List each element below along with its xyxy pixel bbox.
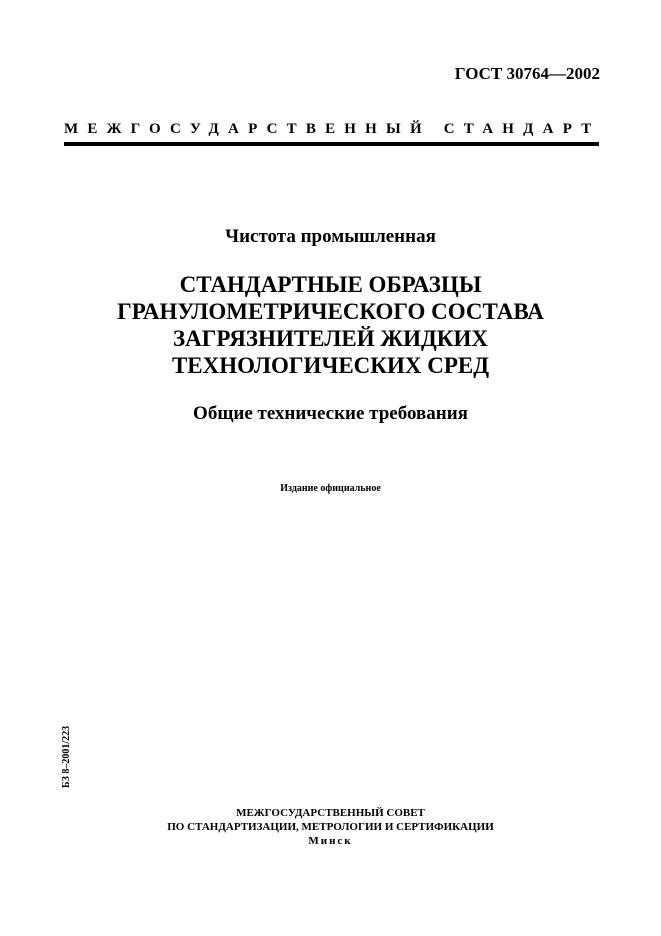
subject-heading: Чистота промышленная xyxy=(225,226,436,247)
edition-note: Издание официальное xyxy=(280,483,381,494)
side-catalog-code: БЗ 8–2001/223 xyxy=(61,725,72,788)
publisher-line: ПО СТАНДАРТИЗАЦИИ, МЕТРОЛОГИИ И СЕРТИФИКАЦИИ xyxy=(167,821,494,833)
standard-type-heading: МЕЖГОСУДАРСТВЕННЫЙ СТАНДАРТ xyxy=(64,121,601,137)
main-title-line: ЗАГРЯЗНИТЕЛЕЙ ЖИДКИХ xyxy=(173,326,488,351)
publisher-block xyxy=(0,806,661,848)
main-title-line: СТАНДАРТНЫЕ ОБРАЗЦЫ xyxy=(179,272,482,297)
main-title-line: ГРАНУЛОМЕТРИЧЕСКОГО СОСТАВА xyxy=(117,299,544,324)
main-title-line: ТЕХНОЛОГИЧЕСКИХ СРЕД xyxy=(171,353,490,378)
document-number: ГОСТ 30764—2002 xyxy=(454,64,600,83)
header-rule xyxy=(64,142,599,146)
publisher-line: МЕЖГОСУДАРСТВЕННЫЙ СОВЕТ xyxy=(236,807,425,819)
publisher-city: Минск xyxy=(308,835,353,847)
subtitle: Общие технические требования xyxy=(193,403,468,424)
main-title xyxy=(0,271,661,379)
